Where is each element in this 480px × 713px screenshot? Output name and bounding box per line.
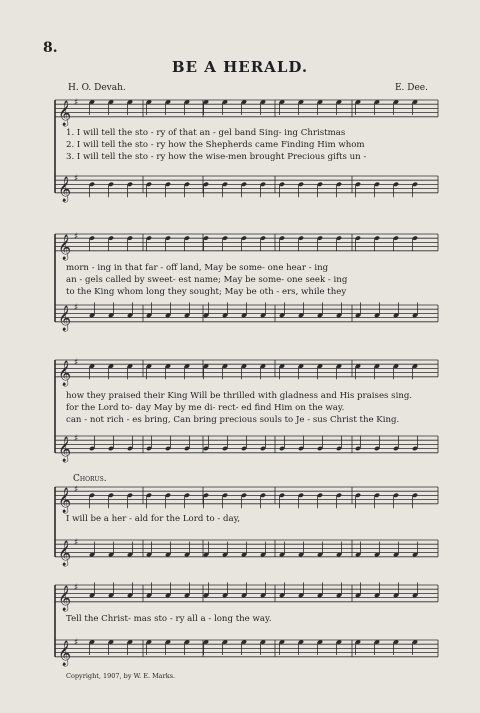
lyric-line: to the King whom long they sought; May be oth - ers, while they <box>66 287 347 297</box>
clef-icon: 𝄞 <box>58 436 72 462</box>
page-number: 8. <box>43 40 58 56</box>
lyric-line: 1. I will tell the sto - ry of that an - gel band Sing- ing Christmas <box>66 128 346 138</box>
chorus-label: Chorus. <box>73 474 107 484</box>
sharp-icon: ♯ <box>74 303 79 313</box>
clef-icon: 𝄞 <box>58 640 72 666</box>
sharp-icon: ♯ <box>74 583 79 593</box>
lyric-line: 3. I will tell the sto - ry how the wise-men brought Precious gifts un - <box>66 152 367 162</box>
clef-icon: 𝄞 <box>58 234 72 260</box>
sharp-icon: ♯ <box>74 358 79 368</box>
sharp-icon: ♯ <box>74 434 79 444</box>
lyric-line: I will be a her - ald for the Lord to - day, <box>66 514 241 524</box>
lyric-line: can - not rich - es bring, Can bring precious souls to Je - sus Christ the King. <box>66 415 400 425</box>
clef-icon: 𝄞 <box>58 360 72 386</box>
clef-icon: 𝄞 <box>58 305 72 331</box>
lyric-line: an - gels called by sweet- est name; May be some- one seek - ing <box>66 275 348 285</box>
sharp-icon: ♯ <box>74 538 79 548</box>
lyric-line: how they praised their King Will be thrilled with gladness and His praises sing. <box>66 391 413 401</box>
sharp-icon: ♯ <box>74 638 79 648</box>
lyric-line: 2. I will tell the sto - ry how the Shepherds came Finding Him whom <box>66 140 365 150</box>
lyric-line: for the Lord to- day May by me di- rect- ed find Him on the way. <box>66 403 345 413</box>
clef-icon: 𝄞 <box>58 585 72 611</box>
lyricist-credit: H. O. Devah. <box>68 83 126 93</box>
clef-icon: 𝄞 <box>58 487 72 513</box>
lyric-line: morn - ing in that far - off land, May be some- one hear - ing <box>66 263 329 273</box>
composer-credit: E. Dee. <box>394 83 428 93</box>
clef-icon: 𝄞 <box>58 540 72 566</box>
sharp-icon: ♯ <box>74 174 79 184</box>
lyric-line: Tell the Christ- mas sto - ry all a - long the way. <box>66 614 272 624</box>
clef-icon: 𝄞 <box>58 100 72 126</box>
hymn-title: BE A HERALD. <box>171 58 309 76</box>
copyright-notice: Copyright, 1907, by W. E. Marks. <box>66 672 176 680</box>
sharp-icon: ♯ <box>74 98 79 108</box>
sharp-icon: ♯ <box>74 485 79 495</box>
sharp-icon: ♯ <box>74 232 79 242</box>
clef-icon: 𝄞 <box>58 176 72 202</box>
